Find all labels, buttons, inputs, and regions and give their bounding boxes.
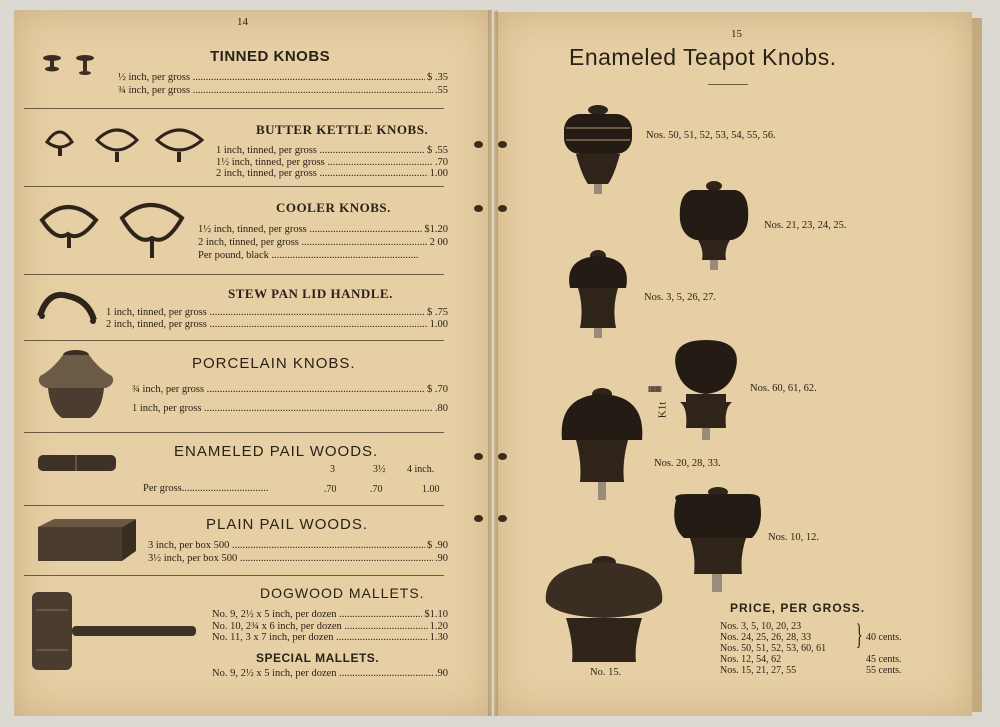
price-row: 1 inch, per gross ..... .80 <box>132 403 448 414</box>
page-title: Enameled Teapot Knobs. <box>569 44 837 70</box>
tinned-knob-icon <box>40 52 100 82</box>
section-title: SPECIAL MALLETS. <box>256 651 380 665</box>
brace: } <box>855 618 863 651</box>
porcelain-knob-icon <box>36 348 122 420</box>
price-value: 40 cents. <box>866 632 902 643</box>
knob-caption: No. 15. <box>590 667 622 678</box>
section-title: PORCELAIN KNOBS. <box>192 355 356 372</box>
divider <box>24 340 444 341</box>
section-title: STEW PAN LID HANDLE. <box>228 286 393 301</box>
book-gutter <box>488 10 498 716</box>
binding-hole <box>498 141 507 148</box>
wood-block-icon <box>36 517 138 563</box>
size-header: 4 inch. <box>407 464 435 475</box>
section-title: PLAIN PAIL WOODS. <box>206 516 369 533</box>
price-row: 3½ inch, per box 500 ..... .90 <box>148 553 448 564</box>
price-line: Nos. 3, 5, 10, 20, 23 <box>720 621 802 632</box>
stew-pan-handle-icon <box>38 290 98 330</box>
stamp-mark: ▦▦ <box>648 384 662 393</box>
binding-hole <box>474 515 483 522</box>
teapot-knob-icon <box>676 180 754 272</box>
teapot-knob-icon <box>666 338 746 442</box>
price-row: 1 inch, tinned, per gross ..... $ .55 <box>216 145 448 156</box>
mallet-icon <box>30 590 200 672</box>
price-value: 1.00 <box>422 484 440 495</box>
price-row: ¾ inch, per gross ..... $ .70 <box>132 384 448 395</box>
page-number: 15 <box>731 28 742 40</box>
page-number: 14 <box>237 16 248 28</box>
section-title: ENAMELED PAIL WOODS. <box>174 443 379 460</box>
title-rule <box>708 84 748 85</box>
price-row: 1½ inch, tinned, per gross ..... .70 <box>216 157 448 168</box>
knob-caption: Nos. 50, 51, 52, 53, 54, 55, 56. <box>646 130 776 141</box>
divider <box>24 575 444 576</box>
binding-hole <box>474 141 483 148</box>
binding-hole <box>498 453 507 460</box>
price-row: ¾ inch, per gross ..... .55 <box>118 85 448 96</box>
knob-caption: Nos. 21, 23, 24, 25. <box>764 220 847 231</box>
teapot-knob-icon <box>668 486 766 594</box>
teapot-knob-icon <box>556 386 650 506</box>
section-title: BUTTER KETTLE KNOBS. <box>256 122 429 137</box>
price-row: No. 9, 2½ x 5 inch, per dozen ..... $1.10 <box>212 609 448 620</box>
price-row: ½ inch, per gross ..... $ .35 <box>118 72 448 83</box>
price-row: 2 inch, tinned, per gross ..... 1.00 <box>216 168 448 179</box>
price-value: 45 cents. <box>866 654 902 665</box>
cooler-knob-icon <box>40 198 190 264</box>
knob-caption: Nos. 60, 61, 62. <box>750 383 817 394</box>
price-line: Nos. 50, 51, 52, 53, 60, 61 <box>720 643 827 654</box>
price-row: 2 inch, tinned, per gross ..... 1.00 <box>106 319 448 330</box>
price-row: 1½ inch, tinned, per gross ..... $1.20 <box>198 224 448 235</box>
price-row: No. 9, 2½ x 5 inch, per dozen ..... .90 <box>212 668 448 679</box>
section-title: TINNED KNOBS <box>210 48 331 65</box>
page-edge <box>972 18 982 712</box>
divider <box>24 108 444 109</box>
stamp-text: K1t <box>656 401 669 419</box>
price-line: Nos. 12, 54, 62 <box>720 654 782 665</box>
price-value: 55 cents. <box>866 665 902 676</box>
price-row: 1 inch, tinned, per gross ..... $ .75 <box>106 307 448 318</box>
knob-caption: Nos. 3, 5, 26, 27. <box>644 292 717 303</box>
section-title: COOLER KNOBS. <box>276 200 391 215</box>
size-header: 3½ <box>373 464 386 475</box>
knob-caption: Nos. 20, 28, 33. <box>654 458 721 469</box>
price-row: No. 10, 2¾ x 6 inch, per dozen ..... 1.20 <box>212 621 448 632</box>
divider <box>24 186 444 187</box>
knob-caption: Nos. 10, 12. <box>768 532 820 543</box>
binding-hole <box>474 453 483 460</box>
butter-kettle-knob-icon <box>42 122 212 172</box>
teapot-knob-icon <box>542 554 668 668</box>
divider <box>24 432 444 433</box>
size-header: 3 <box>330 464 335 475</box>
divider <box>24 505 444 506</box>
binding-hole <box>498 205 507 212</box>
divider <box>24 274 444 275</box>
teapot-knob-icon <box>562 104 642 196</box>
price-title: PRICE, PER GROSS. <box>730 601 866 615</box>
price-row: Per pound, black ..... <box>198 250 420 261</box>
teapot-knob-icon <box>560 248 640 340</box>
section-title: DOGWOOD MALLETS. <box>260 585 425 601</box>
pail-wood-icon <box>36 452 118 474</box>
price-row: No. 11, 3 x 7 inch, per dozen ..... 1.30 <box>212 632 448 643</box>
binding-hole <box>498 515 507 522</box>
price-row: 2 inch, tinned, per gross ..... 2 00 <box>198 237 448 248</box>
binding-hole <box>474 205 483 212</box>
price-row: 3 inch, per box 500 ..... $ .90 <box>148 540 448 551</box>
price-value: .70 <box>324 484 337 495</box>
price-line: Nos. 15, 21, 27, 55 <box>720 665 797 676</box>
price-line: Nos. 24, 25, 26, 28, 33 <box>720 632 812 643</box>
price-value: .70 <box>370 484 383 495</box>
row-label: Per gross................................. <box>143 483 269 494</box>
